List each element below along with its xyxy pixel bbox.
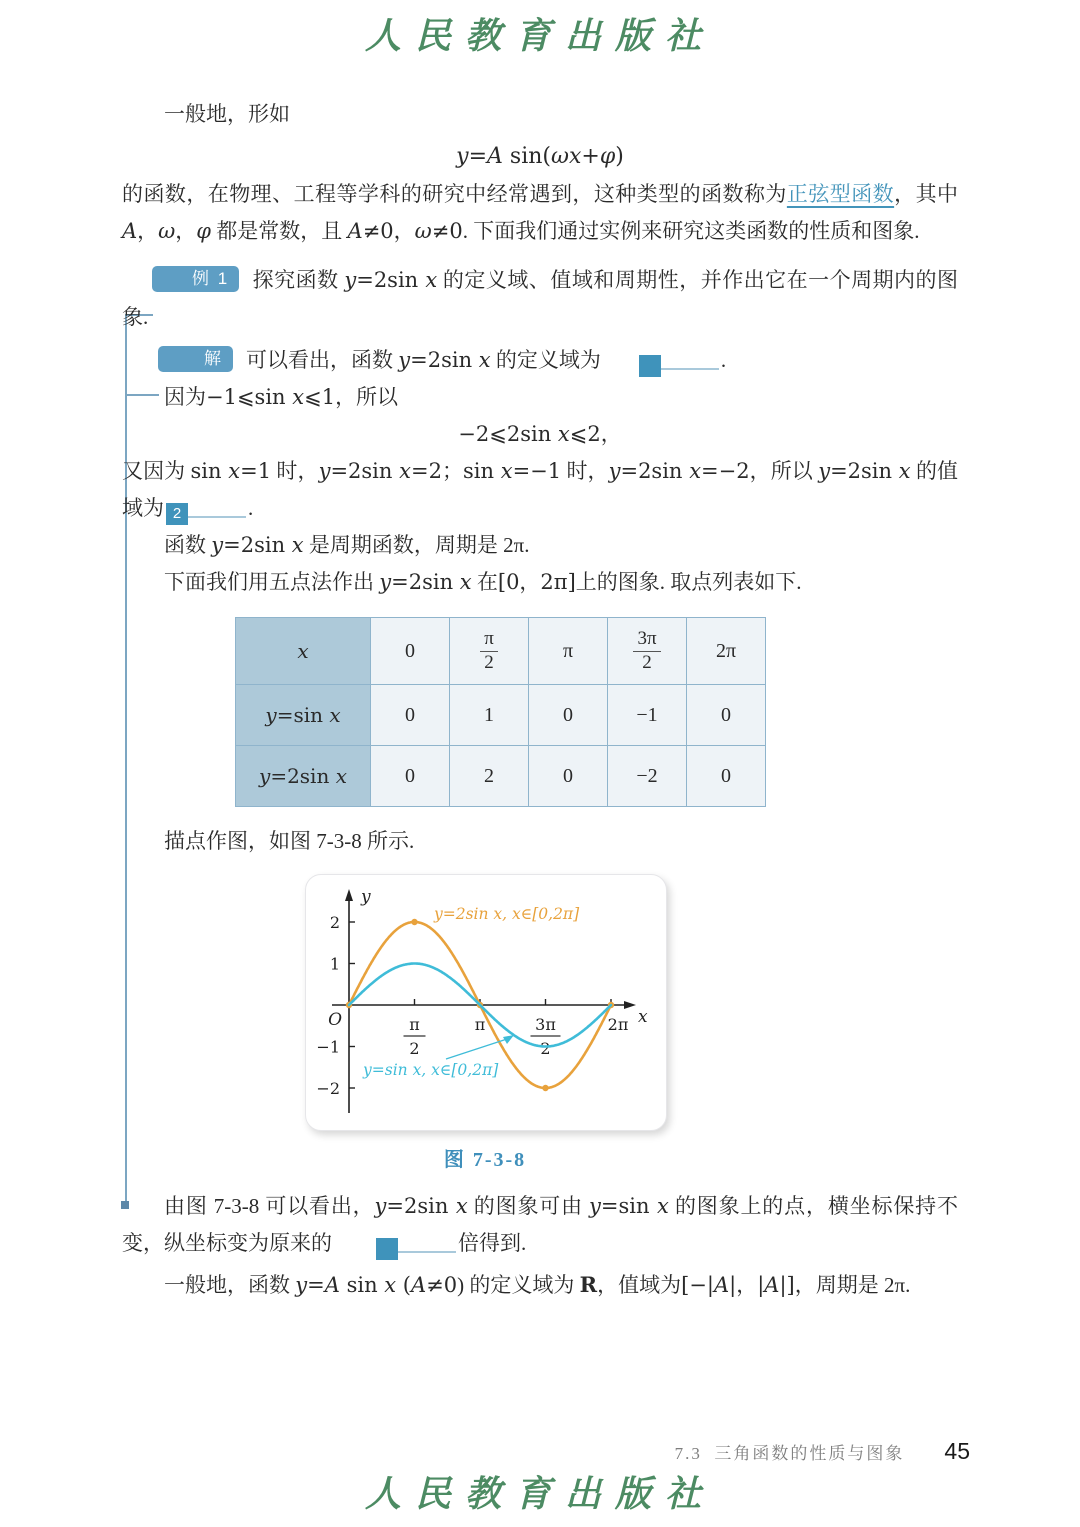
cell: −2	[608, 746, 687, 807]
svg-text:2: 2	[409, 1039, 420, 1058]
cell: $\frac{3\pi}{2}$	[608, 618, 687, 685]
x-axis-label: x	[638, 1007, 648, 1027]
solution-paragraph-1	[122, 342, 958, 379]
blank-2-number: 2	[166, 503, 188, 525]
period-statement: 函数 y=2sin x 是周期函数，周期是 2π.	[164, 533, 530, 557]
key-point	[411, 919, 417, 925]
blank-3-number: 3	[376, 1238, 398, 1260]
solution-line-4: 又因为 sin x=1 时，y=2sin x=2；sin x=−1 时，y=2sin x=−2，所以 y=2sin x 的值域为	[122, 459, 959, 520]
cell: 2	[450, 746, 529, 807]
curve-label: y=2sin x, x∈[0,2π]	[434, 905, 580, 923]
cell: 0	[687, 746, 766, 807]
annotation-arrow-line	[446, 1039, 507, 1059]
example-1-badge: 例 1	[152, 266, 239, 292]
five-point-table	[235, 617, 766, 807]
intro-paragraph: 的函数，在物理、工程等学科的研究中经常遇到，这种类型的函数称为正弦型函数，其中 A，ω，φ 都是常数，且 A≠0，ω≠0. 下面我们通过实例来研究这类函数的性质和图象.	[122, 182, 959, 243]
cell: 0	[529, 685, 608, 746]
blank-3-line	[398, 1251, 456, 1253]
after-figure-text: 由图 7-3-8 可以看出，y=2sin x 的图象可由 y=sin x 的图象上的点，横坐标保持不变，纵坐标变为原来的	[122, 1194, 958, 1255]
cell: 0	[371, 618, 450, 685]
five-point-method: 下面我们用五点法作出 y=2sin x 在[0，2π]上的图象. 取点列表如下.	[164, 570, 802, 594]
svg-text:2: 2	[329, 913, 340, 932]
cell: 2π	[687, 618, 766, 685]
figure-7-3-8-card	[305, 874, 667, 1131]
general-conclusion: 一般地，函数 y=A sin x (A≠0) 的定义域为 R，值域为[−|A|，|A|]，周期是 2π.	[164, 1272, 911, 1297]
svg-text:π: π	[474, 1015, 486, 1034]
after-figure-tail: 倍得到.	[458, 1231, 527, 1255]
table-row-sinx	[236, 685, 766, 746]
cell: $\frac{\pi}{2}$	[450, 618, 529, 685]
blank-2-line	[188, 516, 246, 518]
blank-1-number: 1	[639, 355, 661, 377]
row-header-2sinx: y=2sin x	[236, 746, 371, 807]
svg-text:−1: −1	[316, 1037, 340, 1057]
cell: π	[529, 618, 608, 685]
plot-note: 描点作图，如图 7-3-8 所示.	[164, 829, 415, 853]
curve-label: y=sin x, x∈[0,2π]	[363, 1061, 499, 1079]
y-axis-label: y	[361, 887, 371, 907]
solution-badge: 解	[158, 346, 233, 372]
blank-1-line	[661, 368, 719, 370]
cell: 0	[529, 746, 608, 807]
sine-curves-plot	[306, 875, 666, 1130]
solution-paragraph-2	[122, 453, 958, 527]
answer-blank-3	[334, 1225, 456, 1262]
cell: 0	[371, 746, 450, 807]
publisher-logo-bottom: 人民教育出版社	[364, 1473, 715, 1515]
page-footer	[675, 1438, 970, 1465]
svg-text:2π: 2π	[607, 1015, 629, 1034]
svg-text:1: 1	[329, 954, 340, 974]
annotation-arrow-head	[503, 1035, 514, 1044]
origin-label: O	[328, 1010, 342, 1030]
answer-blank-1	[603, 342, 719, 379]
solution-inequality: −2⩽2sin x⩽2，	[458, 422, 622, 446]
publisher-logo-top: 人民教育出版社	[364, 15, 715, 57]
key-point	[542, 1085, 548, 1091]
page-number: 45	[944, 1438, 970, 1464]
example-1-paragraph	[122, 262, 958, 336]
figure-caption: 图 7-3-8	[443, 1149, 527, 1171]
row-header-sinx: y=sin x	[236, 685, 371, 746]
solution-line-2: 因为−1⩽sin x⩽1，所以	[164, 385, 399, 409]
chart-curves-group	[316, 905, 628, 1098]
y-axis-arrow	[345, 889, 353, 901]
solution-line-1: 可以看出，函数 y=2sin x 的定义域为	[246, 348, 601, 372]
svg-text:2: 2	[540, 1039, 551, 1058]
page-content	[122, 96, 958, 1304]
footer-section: 7.3 三角函数的性质与图象	[674, 1444, 905, 1463]
example-1-text: 探究函数 y=2sin x 的定义域、值域和周期性，并作出它在一个周期内的图象.	[122, 268, 959, 329]
general-sine-formula: y=A sin(ωx+φ)	[456, 144, 624, 169]
cell: −1	[608, 685, 687, 746]
cell: 0	[687, 685, 766, 746]
table-row-2sinx	[236, 746, 766, 807]
svg-text:3π: 3π	[535, 1015, 556, 1034]
after-figure-paragraph	[122, 1188, 958, 1262]
table-row-x	[236, 618, 766, 685]
svg-text:−2: −2	[316, 1079, 340, 1098]
answer-blank-2	[166, 490, 246, 527]
x-axis-arrow	[624, 1001, 636, 1009]
intro-lead: 一般地，形如	[164, 102, 290, 126]
cell: 0	[371, 685, 450, 746]
cell: 1	[450, 685, 529, 746]
row-header-x: x	[236, 618, 371, 685]
solution-line-1-period: .	[720, 348, 727, 372]
svg-text:π: π	[409, 1015, 420, 1034]
solution-line-4-period: .	[248, 496, 254, 520]
